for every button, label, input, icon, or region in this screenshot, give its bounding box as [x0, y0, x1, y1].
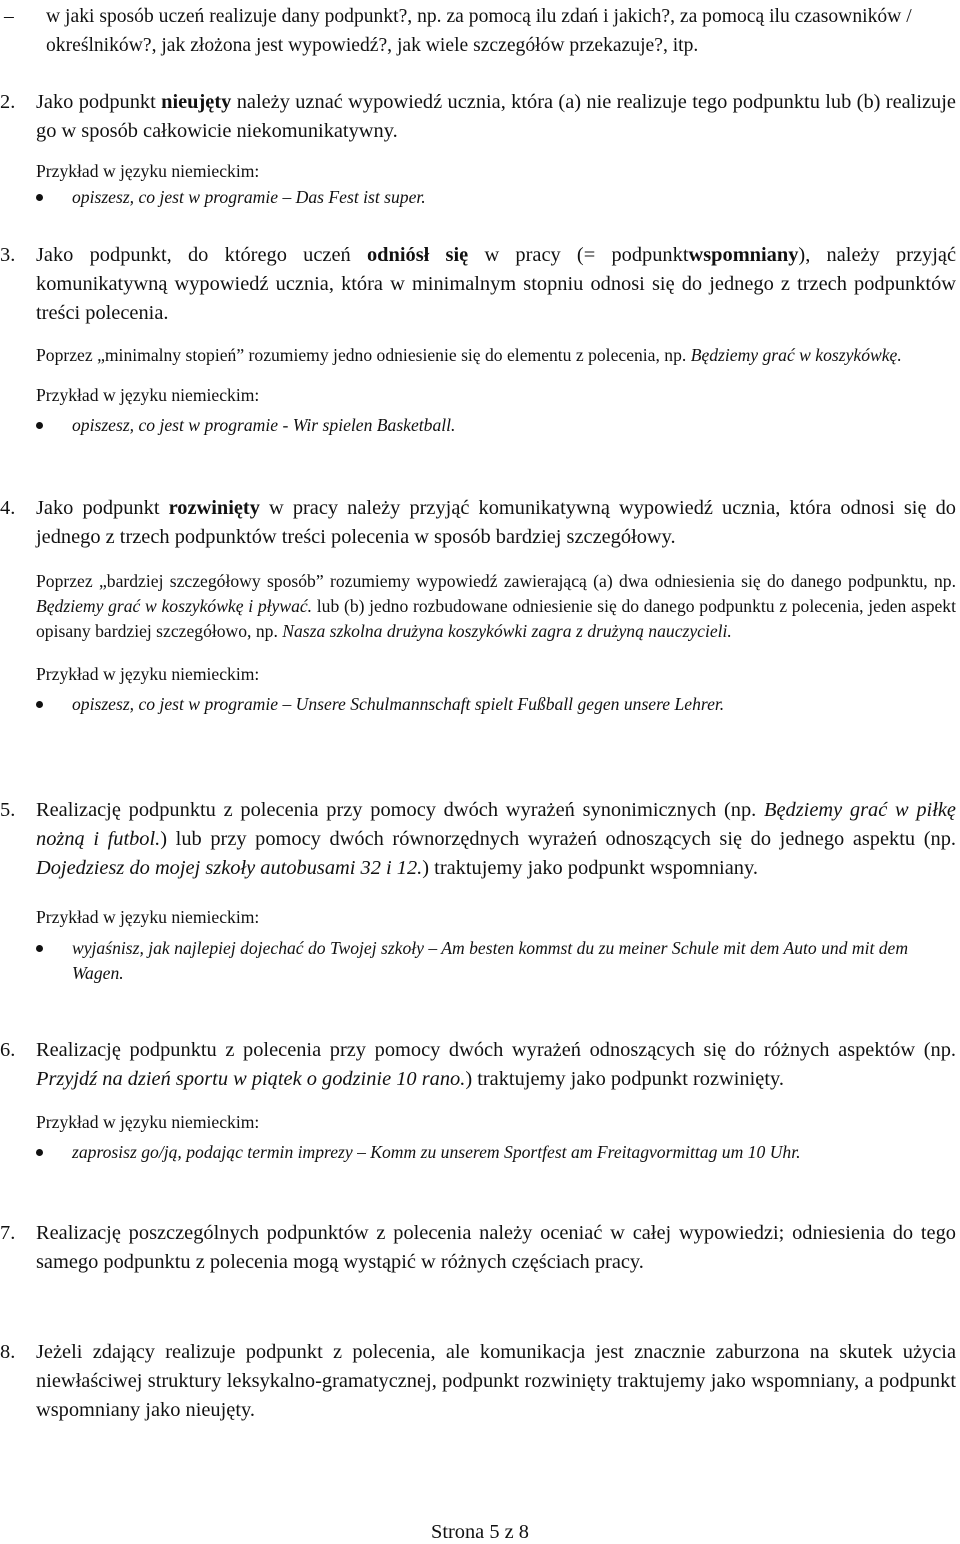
criterion-number: 8.: [0, 1341, 16, 1363]
criterion-6-paragraph: 6. Realizację podpunktu z polecenia przy pomocy dwóch wyrażeń odnoszących się do różnych aspektów (np. Przyjdź na dzień sportu w piątek o godzinie 10 rano.) traktujemy jako podpunkt rozwinięty.: [36, 1036, 956, 1094]
page-number-footer: Strona 5 z 8: [431, 1521, 529, 1543]
example-label: Przykład w języku niemieckim:: [36, 907, 260, 927]
example-label: Przykład w języku niemieckim:: [36, 385, 260, 405]
criterion-1-text: w jaki sposób uczeń realizuje dany podpunkt?, np. za pomocą ilu zdań i jakich?, za pomocą ilu czasowników / określników?, jak złożona jest wypowiedź?, jak wiele szczegółów przekazuje?, itp.: [46, 6, 912, 56]
criterion-6: [0, 1036, 956, 1165]
criterion-8: [0, 1338, 956, 1425]
criterion-4-note: Poprzez „bardziej szczegółowy sposób” rozumiemy wypowiedź zawierającą (a) dwa odniesienia się do danego podpunktu, np. Będziemy grać w koszykówkę i pływać. lub (b) jedno rozbudowane odniesienie się do danego podpunktu z polecenia, jeden aspekt opisany bardziej szczegółowo, np. Nasza szkolna drużyna koszykówki zagra z drużyną nauczycieli.: [36, 571, 956, 641]
example-label: Przykład w języku niemieckim:: [36, 1112, 260, 1132]
criterion-4-paragraph: 4. Jako podpunkt rozwinięty w pracy należy przyjąć komunikatywną wypowiedź ucznia, która odnosi się do jednego z trzech podpunktów treści polecenia w sposób bardziej szczegółowy.: [36, 494, 956, 552]
criterion-1-continuation: [4, 2, 954, 60]
criterion-4: [0, 494, 956, 717]
criterion-number: 6.: [0, 1039, 16, 1061]
term-nieujety: nieujęty: [161, 91, 232, 113]
example-item: zaprosisz go/ją, podając termin imprezy – Komm zu unserem Sportfest am Freitagvormittag um 10 Uhr.: [36, 1140, 956, 1165]
criterion-3: [0, 241, 956, 438]
criterion-2: [0, 88, 956, 210]
example-item: opiszesz, co jest w programie – Unsere Schulmannschaft spielt Fußball gegen unsere Lehrer.: [36, 692, 956, 717]
example-label: Przykład w języku niemieckim:: [36, 161, 260, 181]
term-rozwiniety: rozwinięty: [168, 497, 260, 519]
example-item: opiszesz, co jest w programie – Das Fest ist super.: [36, 185, 956, 210]
criterion-number: 5.: [0, 799, 16, 821]
criterion-number: 7.: [0, 1222, 16, 1244]
example-label: Przykład w języku niemieckim:: [36, 664, 260, 684]
criterion-8-paragraph: 8. Jeżeli zdający realizuje podpunkt z polecenia, ale komunikacja jest znacznie zaburzona na skutek użycia niewłaściwej struktury leksykalno-gramatycznej, podpunkt rozwinięty traktujemy jako wspomniany, a podpunkt wspomniany jako nieujęty.: [36, 1338, 956, 1425]
example-item: wyjaśnisz, jak najlepiej dojechać do Twojej szkoły – Am besten kommst du zu meiner Schule mit dem Auto und mit dem Wagen.: [36, 936, 956, 986]
bullet-dot-icon: [36, 422, 43, 429]
term-wspomniany: wspomniany: [688, 244, 799, 266]
criterion-5: [0, 796, 956, 986]
criterion-7-paragraph: 7. Realizację poszczególnych podpunktów z polecenia należy oceniać w całej wypowiedzi; odniesienia do tego samego podpunktu z polecenia mogą wystąpić w różnych częściach pracy.: [36, 1219, 956, 1277]
criterion-7: [0, 1219, 956, 1277]
criterion-number: 2.: [0, 91, 16, 113]
term-odniosl-sie: odniósł się: [366, 244, 469, 266]
criterion-3-note: Poprzez „minimalny stopień” rozumiemy jedno odniesienie się do elementu z polecenia, np. Będziemy grać w koszykówkę.: [36, 345, 902, 365]
dash-bullet: –: [4, 6, 14, 27]
bullet-dot-icon: [36, 194, 43, 201]
bullet-dot-icon: [36, 945, 43, 952]
criterion-5-paragraph: 5. Realizację podpunktu z polecenia przy pomocy dwóch wyrażeń synonimicznych (np. Będziemy grać w piłkę nożną i futbol.) lub przy pomocy dwóch równorzędnych wyrażeń odnoszących się do jednego aspektu (np. Dojedziesz do mojej szkoły autobusami 32 i 12.) traktujemy jako podpunkt wspomniany.: [36, 796, 956, 883]
criterion-number: 4.: [0, 497, 16, 519]
bullet-dot-icon: [36, 1149, 43, 1156]
criterion-number: 3.: [0, 244, 16, 266]
example-item: opiszesz, co jest w programie - Wir spielen Basketball.: [36, 413, 956, 438]
bullet-dot-icon: [36, 701, 43, 708]
criterion-2-paragraph: 2. Jako podpunkt nieujęty należy uznać wypowiedź ucznia, która (a) nie realizuje tego podpunktu lub (b) realizuje go w sposób całkowicie niekomunikatywny.: [36, 88, 956, 146]
criterion-3-paragraph: 3. Jako podpunkt, do którego uczeń odniósł się w pracy (= podpunktwspomniany), należy przyjąć komunikatywną wypowiedź ucznia, która w minimalnym stopniu odnosi się do jednego z trzech podpunktów treści polecenia.: [36, 241, 956, 328]
